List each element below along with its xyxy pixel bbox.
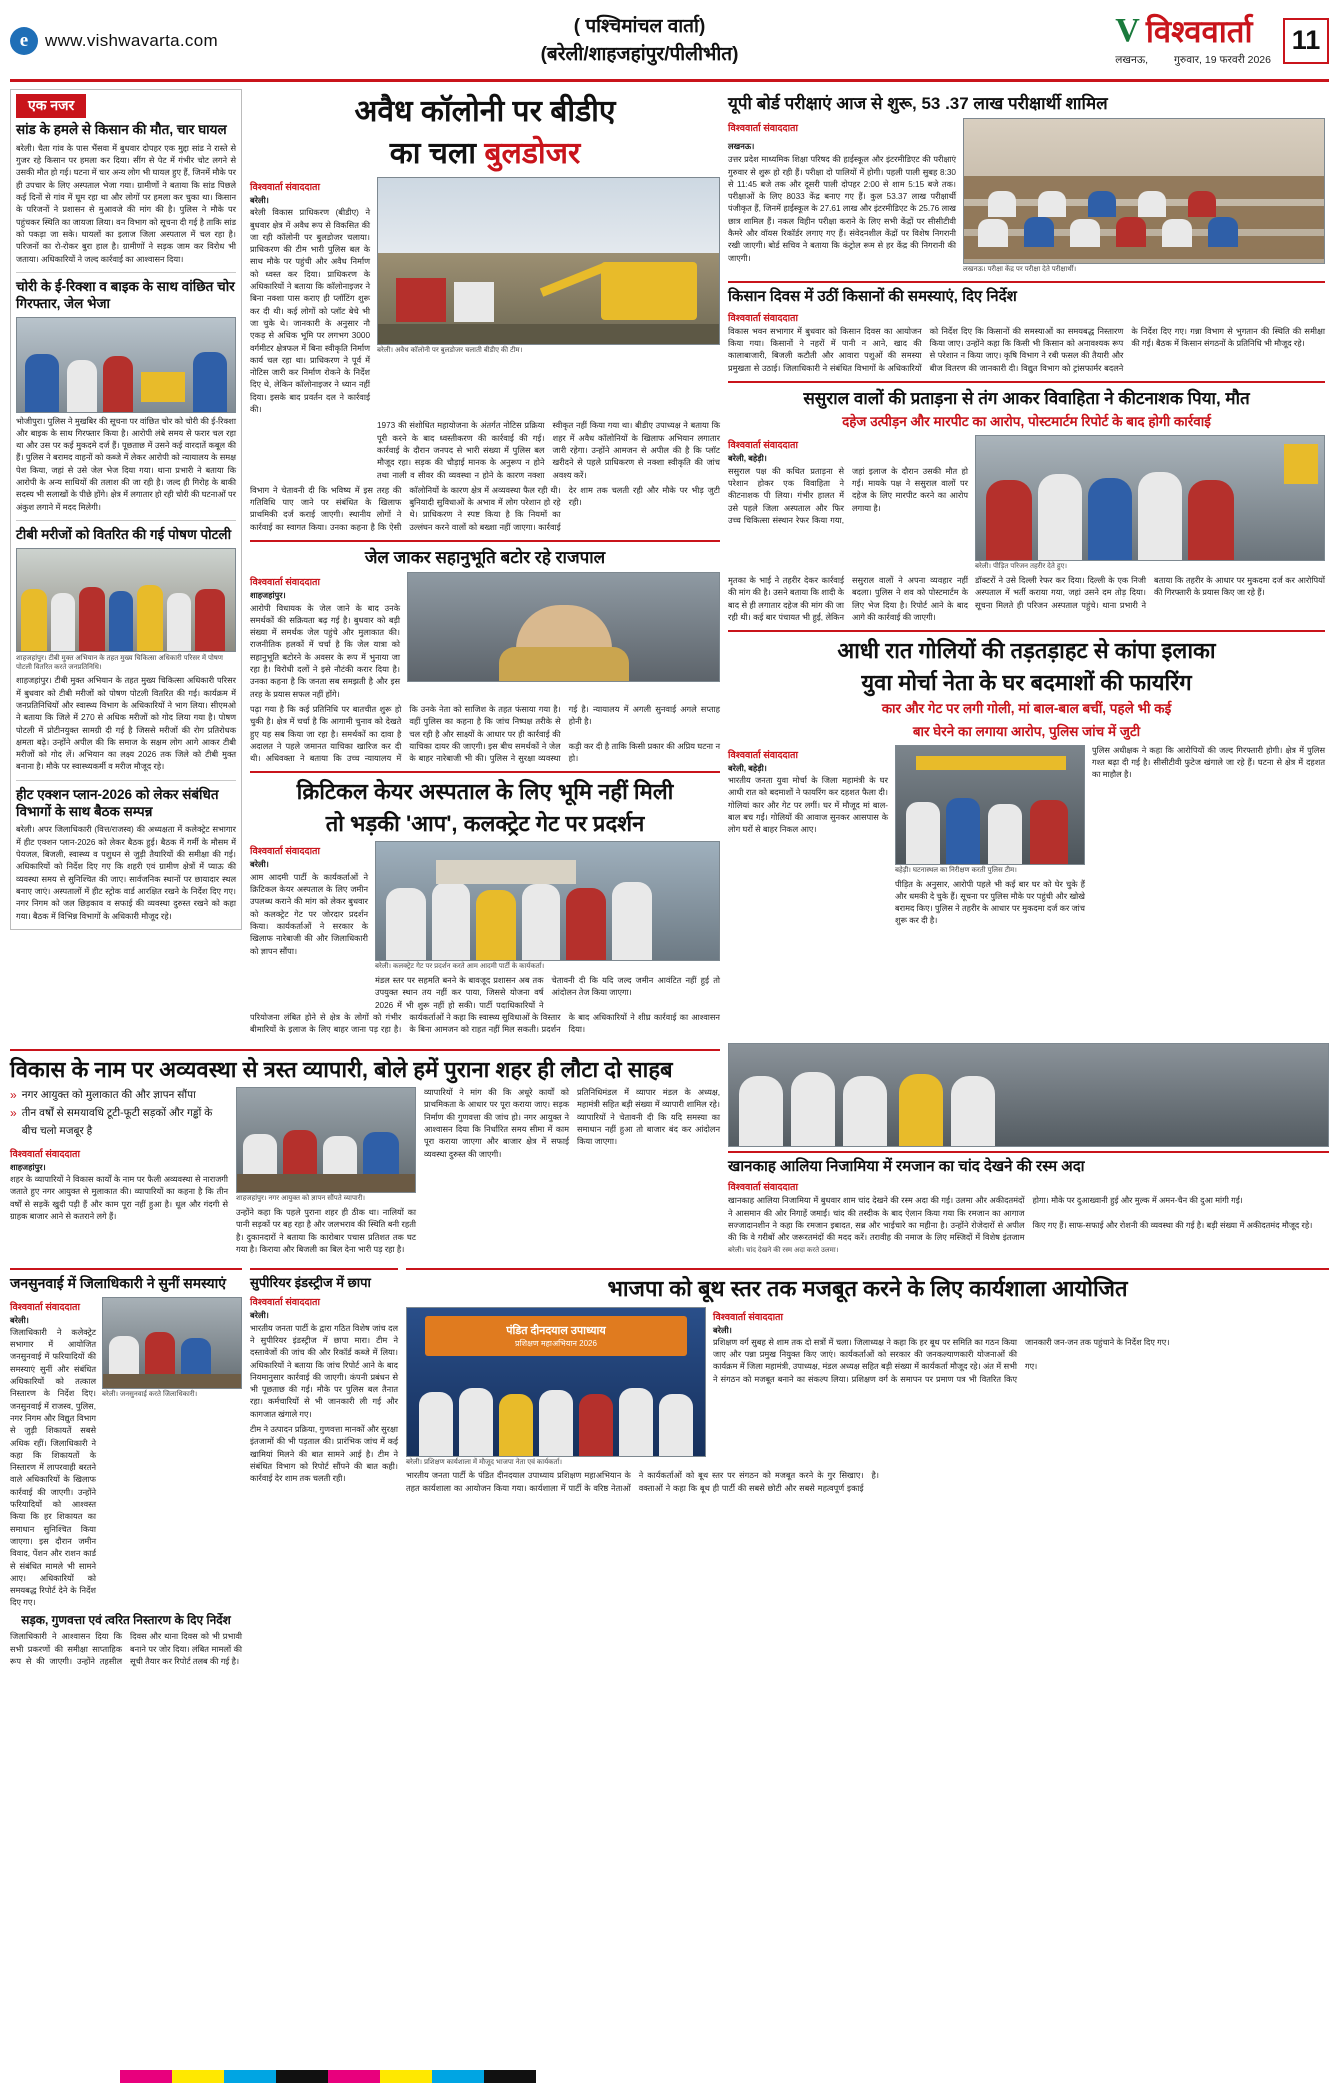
firing-byline: विश्ववार्ता संवाददाता <box>728 749 798 761</box>
rajpal-byline: विश्ववार्ता संवाददाता <box>250 577 320 589</box>
rajpal-col-1: आरोपी विधायक के जेल जाने के बाद उनके समर्थकों की सक्रियता बढ़ गई है। बुधवार को बड़ी संख्या में समर्थक जेल पहुंचे और मुलाकात की। राजनीतिक हलकों में चर्चा है कि जेल यात्रा को सहानुभूति बटोरने के अवसर के रूप में भुनाया जा रहा है। विरोधी दलों ने इसे नौटंकी करार दिया है। उनका कहना है कि जनता सब समझती है और इस तरह के प्रयास सफल नहीं होंगे। <box>250 603 400 699</box>
vyapari-photo-caption: शाहजहांपुर। नगर आयुक्त को ज्ञापन सौंपते व्यापारी। <box>236 1195 366 1203</box>
firing-subhead-l2: बार घेरने का लगाया आरोप, पुलिस जांच में जुटी <box>912 723 1141 739</box>
lead-col-3: विभाग ने चेतावनी दी कि भविष्य में इस तरह की गतिविधि पाए जाने पर संबंधित के खिलाफ प्राथमिकी दर्ज कराई जाएगी। स्थानीय लोगों ने कार्रवाई का स्वागत किया। उनका कहना है कि ऐसी कॉलोनियों के कारण क्षेत्र में अव्यवस्था फैल रही थी। बुनियादी सुविधाओं के अभाव में लोग परेशान हो रहे थे। प्राधिकरण ने स्पष्ट किया है कि नियमों का उल्लंघन करने वालों को बख्शा नहीं जाएगा। कार्रवाई देर शाम तक चलती रही और मौके पर भीड़ जुटी रही। <box>250 485 720 532</box>
bjp-dateline: बरेली। <box>713 1325 732 1335</box>
left-body-4: बरेली। अपर जिलाधिकारी (वित्त/राजस्व) की अध्यक्षता में कलेक्ट्रेट सभागार में हीट एक्शन प्लान-2026 को लेकर बैठक हुई। बैठक में गर्मी के मौसम में पेयजल, बिजली, स्वास्थ्य व पशुधन से जुड़ी तैयारियों की समीक्षा की गई। अधिकारियों को निर्देश दिए गए कि शहरी एवं ग्रामीण क्षेत्रों में प्याऊ की व्यवस्था समय से सुनिश्चित की जाए। सार्वजनिक स्थानों पर छायादार स्थल बनाए जाएं। अस्पतालों में हीट स्ट्रोक वार्ड आरक्षित रखने के निर्देश दिए गए। नगर निगम को जल छिड़काव व सफाई की व्यवस्था दुरुस्त रखने को कहा गया। बैठक में विभिन्न विभागों के अधिकारी मौजूद रहे। <box>16 825 236 921</box>
jansunwai-byline: विश्ववार्ता संवाददाता <box>10 1301 80 1313</box>
rajpal-headline: जेल जाकर सहानुभूति बटोर रहे राजपाल <box>364 548 606 568</box>
kisan-byline: विश्ववार्ता संवाददाता <box>728 312 798 324</box>
lead-photo <box>377 177 720 345</box>
firing-photo <box>895 745 1085 865</box>
lower-section-1 <box>10 1043 1329 1256</box>
left-headline-3: टीबी मरीजों को वितरित की गई पोषण पोटली <box>16 526 232 542</box>
story-kisan <box>728 288 1325 375</box>
masthead <box>10 8 1329 82</box>
page-content <box>10 89 1329 1037</box>
lead-col-1b <box>250 420 370 481</box>
vyapari-col-3: व्यापारियों ने मांग की कि अधूरे कार्यों को प्राथमिकता के आधार पर पूरा कराया जाए। सड़क निर्माण की गुणवत्ता की जांच हो। नगर आयुक्त ने आश्वासन दिया कि निर्धारित समय सीमा में काम पूरा कराया जाएगा और बाजार क्षेत्र में सफाई व्यवस्था दुरुस्त की जाएगी। <box>424 1088 569 1159</box>
sasural-headline: ससुराल वालों की प्रताड़ना से तंग आकर विवाहिता ने कीटनाशक पिया, मौत <box>803 388 1250 408</box>
right-column <box>728 89 1325 1037</box>
firing-dateline: बरेली, बहेड़ी। <box>728 763 767 773</box>
jansunwai-col-2: जिलाधिकारी ने आश्वासन दिया कि सभी प्रकरणों की समीक्षा साप्ताहिक रूप से की जाएगी। उन्होंने तहसील दिवस और थाना दिवस को भी प्रभावी बनाने पर जोर दिया। लंबित मामलों की सूची तैयार कर रिपोर्ट तलब की गई है। <box>10 1632 242 1666</box>
left-headline-1: सांड के हमले से किसान की मौत, चार घायल <box>16 122 227 137</box>
left-body-1: बरेली। चैता गांव के पास भैंसवा में बुधवार दोपहर एक मुद्दा सांड ने रास्ते से गुजर रहे किसान पर हमला कर दिया। सींग से पेट में गंभीर चोट लगने से उसकी मौत हो गई। घटना में चार अन्य लोग भी घायल हुए हैं, जिनमें मौके पर ही उपचार के लिए अस्पताल भेजा गया। ग्रामीणों ने बताया कि सांड पिछले कई दिनों से गांव में घूम रहा था और लोगों पर हमला कर चुका था। किसान के परिजनों ने प्रशासन से मुआवजे की मांग की है। पुलिस ने मौके पर पहुंचकर स्थिति का जायजा लिया। वन विभाग को सूचना दी गई है ताकि सांड को पकड़ा जा सके। घायलों का इलाज जिला अस्पताल में चल रहा है। परिजनों का रो-रोकर बुरा हाल है। ग्रामीणों ने सड़क जाम कर विरोध भी जताया। अधिकारियों ने जल्द कार्रवाई का आश्वासन दिया। <box>16 143 236 264</box>
lead-headline-part-a: का चला <box>389 136 485 170</box>
color-calibration-bar <box>0 2065 1339 2087</box>
bjp-headline: भाजपा को बूथ स्तर तक मजबूत करने के लिए कार्यशाला आयोजित <box>607 1276 1128 1302</box>
hospital-photo-caption: बरेली। कलक्ट्रेट गेट पर प्रदर्शन करते आम आदमी पार्टी के कार्यकर्ता। <box>375 963 545 971</box>
vyapari-col-4: प्रतिनिधिमंडल में व्यापार मंडल के अध्यक्ष, महामंत्री सहित बड़ी संख्या में व्यापारी शामिल रहे। व्यापारियों ने चेतावनी दी कि यदि समस्या का समाधान नहीं हुआ तो बाजार बंद कर आंदोलन किया जाएगा। <box>577 1088 720 1147</box>
story-upboard <box>728 93 1325 275</box>
superior-byline: विश्ववार्ता संवाददाता <box>250 1297 320 1309</box>
vyapari-byline: विश्ववार्ता संवाददाता <box>10 1148 80 1160</box>
vyapari-headline: विकास के नाम पर अव्यवस्था से त्रस्त व्यापारी, बोले हमें पुराना शहर ही लौटा दो साहब <box>10 1056 673 1082</box>
jansunwai-dateline: बरेली। <box>10 1315 29 1325</box>
left-photo-3-caption: शाहजहांपुर। टीबी मुक्त अभियान के तहत मुख्य चिकित्सा अधिकारी परिसर में पोषण पोटली वितरित करते जनप्रतिनिधि। <box>16 654 223 671</box>
firing-subhead-l1: कार और गेट पर लगी गोली, मां बाल-बाल बचीं, पहले भी कई <box>881 701 1172 717</box>
brand-place: लखनऊ, <box>1115 54 1148 66</box>
superior-headline: सुपीरियर इंडस्ट्रीज में छापा <box>250 1275 371 1291</box>
vyapari-bullets <box>10 1087 228 1141</box>
hospital-col-2: मंडल स्तर पर सहमति बनने के बावजूद प्रशासन अब तक उपयुक्त स्थान तय नहीं कर पाया, जिससे योजना वर्ष 2026 में भी शुरू नहीं हो सकी। पार्टी पदाधिकारियों ने चेतावनी दी कि यदि जल्द जमीन आवंटित नहीं हुई तो आंदोलन तेज किया जाएगा। <box>375 976 720 1010</box>
color-swatches <box>120 2070 536 2083</box>
lead-headline-line1: अवैध कॉलोनी पर बीडीए <box>354 95 616 128</box>
firing-col-2: पीड़ित के अनुसार, आरोपी पहले भी कई बार घर को घेर चुके हैं और धमकी दे चुके हैं। सूचना पर पुलिस मौके पर पहुंची और खोखे बरामद किए। पुलिस ने तहरीर के आधार पर मुकदमा दर्ज कर जांच शुरू कर दी है। <box>895 879 1085 926</box>
middle-column <box>250 89 720 1037</box>
story-vyapari <box>10 1043 720 1256</box>
hospital-headline-l1: क्रिटिकल केयर अस्पताल के लिए भूमि नहीं मिली <box>296 779 674 805</box>
lower-section-2 <box>10 1262 1329 1668</box>
edition-line-2: (बरेली/शाहजहांपुर/पीलीभीत) <box>540 43 739 65</box>
vyapari-bullet-1: नगर आयुक्त को मुलाकात की और ज्ञापन सौंपा <box>21 1089 196 1102</box>
lead-dateline: बरेली। <box>250 196 269 205</box>
page-number: 11 <box>1283 18 1329 64</box>
khanqah-photo-caption: बरेली। चांद देखने की रस्म अदा करते उलमा। <box>728 1246 839 1254</box>
sasural-photo <box>975 435 1325 561</box>
vyapari-col-2: उन्होंने कहा कि पहले पुराना शहर ही ठीक था। नालियों का पानी सड़कों पर बह रहा है और जलभराव की स्थिति बनी रहती है। दुकानदारों ने बताया कि कारोबार पचास प्रतिशत तक घट गया है। किराया और बिजली का बिल देना भारी पड़ रहा है। <box>236 1207 416 1254</box>
left-headline-4: हीट एक्शन प्लान-2026 को लेकर संबंधित विभागों के साथ बैठक सम्पन्न <box>16 786 219 819</box>
firing-col-1: भारतीय जनता युवा मोर्चा के जिला महामंत्री के घर आधी रात को बदमाशों ने फायरिंग कर दहशत फैला दी। गोलियां कार और गेट पर लगीं। घर में मौजूद मां बाल-बाल बच गईं। गोलियों की आवाज सुनकर आसपास के लोग घरों से बाहर निकल आए। <box>728 776 888 835</box>
masthead-right <box>969 14 1329 67</box>
ek-nazar-tag: एक नजर <box>16 94 86 118</box>
khanqah-headline: खानकाह आलिया निजामिया में रमजान का चांद देखने की रस्म अदा <box>728 1157 1085 1175</box>
hospital-byline: विश्ववार्ता संवाददाता <box>250 846 320 858</box>
kisan-body: विकास भवन सभागार में बुधवार को किसान दिवस का आयोजन किया गया। किसानों ने नहरों में पानी न आने, खाद की कालाबाजारी, बिजली कटौती और आवारा पशुओं की समस्या प्रमुखता से उठाई। जिलाधिकारी ने संबंधित विभागों के अधिकारियों को निर्देश दिए कि किसानों की समस्याओं का समयबद्ध निस्तारण किया जाए। उन्होंने कहा कि किसी भी किसान को अनावश्यक रूप से परेशान न किया जाए। कृषि विभाग ने रबी फसल की तैयारी और बीज वितरण की जानकारी दी। विद्युत विभाग को ट्रांसफार्मर बदलने के निर्देश दिए गए। गन्ना विभाग से भुगतान की स्थिति की समीक्षा की गई। बैठक में किसान संगठनों के प्रतिनिधि भी मौजूद रहे। <box>728 326 1325 373</box>
firing-headline-l1: आधी रात गोलियों की तड़तड़ाहट से कांपा इलाका <box>837 638 1216 664</box>
website-url[interactable]: www.vishwavarta.com <box>45 30 218 50</box>
superior-col-1: भारतीय जनता पार्टी के द्वारा गठित विशेष जांच दल ने सुपीरियर इंडस्ट्रीज में छापा मारा। टीम ने दस्तावेजों की जांच की और रिकॉर्ड कब्जे में लिया। अधिकारियों ने बताया कि जांच रिपोर्ट आने के बाद नियमानुसार कार्रवाई की जाएगी। कंपनी प्रबंधन से भी पूछताछ की गई। मौके पर पुलिस बल तैनात रहा। कर्मचारियों से भी जानकारी ली गई और कागजात खंगाले गए। <box>250 1323 398 1419</box>
upboard-photo <box>963 118 1325 264</box>
color-swatch <box>380 2070 432 2083</box>
sasural-byline: विश्ववार्ता संवाददाता <box>728 440 798 452</box>
story-hospital <box>250 778 720 1036</box>
hospital-col-1b <box>250 975 368 1012</box>
brand-block <box>1115 14 1271 67</box>
sasural-dateline: बरेली, बहेड़ी। <box>728 454 767 464</box>
color-swatch <box>276 2070 328 2083</box>
color-swatch <box>484 2070 536 2083</box>
khanqah-col-1: खानकाह आलिया निजामिया में बुधवार शाम चांद देखने की रस्म अदा की गई। उलमा और अकीदतमंदों ने आसमान की ओर निगाहें जमाईं। चांद की तस्दीक के बाद ऐलान किया गया कि रमजान का आगाज होगा। मौके पर दुआख्वानी हुई और मुल्क में अमन-चैन की दुआ मांगी गई। <box>728 1196 1243 1218</box>
rajpal-dateline: शाहजहांपुर। <box>250 591 286 601</box>
superior-dateline: बरेली। <box>250 1311 269 1321</box>
firing-photo-caption: बहेड़ी। घटनास्थल का निरीक्षण करती पुलिस टीम। <box>895 866 1017 874</box>
lead-headline-line2 <box>250 135 720 173</box>
vyapari-col-1: शहर के व्यापारियों ने विकास कार्यों के नाम पर फैली अव्यवस्था से नाराजगी जताते हुए नगर आयुक्त से मुलाकात की। व्यापारियों का कहना है कि तीन वर्षों से सड़कें खुदी पड़ी हैं और काम पूरा नहीं हुआ है। धूल और गंदगी से ग्राहक बाजार आने से कतराने लगे हैं। <box>10 1174 228 1221</box>
upboard-dateline: लखनऊ। <box>728 142 755 152</box>
rajpal-col-2: पढ़ा गया है कि कई प्रतिनिधि पर बातचीत शुरू हो चुकी है। क्षेत्र में चर्चा है कि आगामी चुनाव को देखते हुए यह सब किया जा रहा है। समर्थकों का दावा है कि उनके नेता को साजिश के तहत फंसाया गया है। वहीं पुलिस का कहना है कि जांच निष्पक्ष तरीके से चल रही है और साक्ष्यों के आधार पर ही कार्रवाई की गई है। न्यायालय में अगली सुनवाई अगले सप्ताह होनी है। <box>250 704 720 739</box>
bjp-col-3: कार्यक्रम में जिला महामंत्री, उपाध्यक्ष, मंडल अध्यक्ष सहित बड़ी संख्या में कार्यकर्ता मौजूद रहे। अंत में सभी ने संगठन को मजबूत बनाने का संकल्प लिया। प्रशिक्षण वर्ग के समापन पर प्रमाण पत्र भी वितरित किए गए। <box>713 1362 1038 1384</box>
sasural-col-2: मृतका के भाई ने तहरीर देकर कार्रवाई की मांग की है। उसने बताया कि शादी के बाद से ही लगातार दहेज की मांग की जा रही थी। कई बार पंचायत भी हुई, लेकिन ससुराल वालों ने अपना व्यवहार नहीं बदला। पुलिस ने शव को पोस्टमार्टम के लिए भेज दिया है। रिपोर्ट आने के बाद आगे की कार्रवाई की जाएगी। <box>728 576 968 623</box>
left-photo-2 <box>16 317 236 413</box>
upboard-photo-caption: लखनऊ। परीक्षा केंद्र पर परीक्षा देते परीक्षार्थी। <box>963 266 1077 274</box>
sasural-photo-caption: बरेली। पीड़ित परिजन तहरीर देते हुए। <box>975 563 1068 571</box>
khanqah-byline: विश्ववार्ता संवाददाता <box>728 1182 798 1194</box>
ek-nazar-box <box>10 89 242 930</box>
khanqah-col-2: सज्जादानशीन ने कहा कि रमजान इबादत, सब्र और भाईचारे का महीना है। उन्होंने रोजेदारों से अपील की कि वे गरीबों और जरूरतमंदों की मदद करें। तरावीह की नमाज के लिए मस्जिदों में विशेष इंतजाम किए गए हैं। साफ-सफाई और रोशनी की व्यवस्था की गई है। बड़ी संख्या में अकीदतमंद मौजूद रहे। <box>728 1221 1313 1243</box>
lead-headline-part-b: बुलडोजर <box>484 136 581 170</box>
color-swatch <box>224 2070 276 2083</box>
hospital-col-3: परियोजना लंबित होने से क्षेत्र के लोगों को गंभीर बीमारियों के इलाज के लिए बाहर जाना पड़ रहा है। कार्यकर्ताओं ने कहा कि स्वास्थ्य सुविधाओं के विस्तार के बिना आमजन को राहत नहीं मिल सकती। प्रदर्शन के बाद अधिकारियों ने शीघ्र कार्रवाई का आश्वासन दिया। <box>250 1013 720 1035</box>
story-rajpal <box>250 547 720 765</box>
bjp-photo <box>406 1307 706 1457</box>
story-superior <box>250 1262 398 1668</box>
left-headline-2: चोरी के ई-रिक्शा व बाइक के साथ वांछित चोर गिरफ्तार, जेल भेजा <box>16 278 235 311</box>
upboard-byline: विश्ववार्ता संवाददाता <box>728 123 798 135</box>
firing-headline-l2: युवा मोर्चा नेता के घर बदमाशों की फायरिंग <box>861 669 1192 695</box>
vyapari-bullet-2: तीन वर्षों से समयावधि टूटी-फूटी सड़कों और गड्ढों के बीच चलो मजबूर है <box>21 1107 213 1137</box>
hospital-headline-l2: तो भड़की 'आप', कलक्ट्रेट गेट पर प्रदर्शन <box>325 810 645 836</box>
lead-photo-caption: बरेली। अवैध कॉलोनी पर बुलडोजर चलाती बीडीए की टीम। <box>377 347 523 354</box>
upboard-body: उत्तर प्रदेश माध्यमिक शिक्षा परिषद की हाईस्कूल और इंटरमीडिएट की परीक्षाएं गुरुवार से शुरू हो रही हैं। परीक्षा दो पालियों में होगी। पहली पाली सुबह 8:30 से 11:45 बजे तक और दूसरी पाली दोपहर 2:00 से शाम 5:15 बजे तक। परीक्षाओं के लिए 8033 केंद्र बनाए गए हैं। कुल 53.37 लाख परीक्षार्थी पंजीकृत हैं, जिनमें हाईस्कूल के 27.61 लाख और इंटरमीडिएट के 25.76 लाख छात्र शामिल हैं। नकल विहीन परीक्षा कराने के लिए सभी केंद्रों पर सीसीटीवी कैमरे और वॉयस रिकॉर्डर लगाए गए हैं। संवेदनशील केंद्रों पर विशेष निगरानी रखी जाएगी। बोर्ड सचिव ने बताया कि कंट्रोल रूम से हर केंद्र की निगरानी की जाएगी। <box>728 155 956 263</box>
lead-col-2: 1973 की संशोधित महायोजना के अंतर्गत नोटिस प्रक्रिया पूरी करने के बाद ध्वस्तीकरण की कार्रवाई की गई। कार्रवाई के दौरान जनपद से भारी संख्या में पुलिस बल मौजूद रहा। सड़क की चौड़ाई मानक के अनुरूप न होने तथा नाली व सीवर की व्यवस्था न होने के कारण नक्शा स्वीकृत नहीं किया गया था। बीडीए उपाध्यक्ष ने बताया कि शहर में अवैध कॉलोनियों के खिलाफ अभियान लगातार जारी रहेगा। उन्होंने आमजन से अपील की है कि प्लॉट खरीदने से पहले प्राधिकरण से नक्शा स्वीकृति की जांच अवश्य करें। <box>377 421 720 480</box>
bjp-col-2: प्रशिक्षण वर्ग सुबह से शाम तक दो सत्रों में चला। जिलाध्यक्ष ने कहा कि हर बूथ पर समिति का गठन किया जाए और पन्ना प्रमुख नियुक्त किए जाएं। कार्यकर्ताओं को सरकार की जनकल्याणकारी योजनाओं की जानकारी जन-जन तक पहुंचाने के निर्देश दिए गए। <box>713 1337 1170 1360</box>
story-bjp <box>406 1262 1329 1668</box>
jansunwai-photo <box>102 1297 242 1389</box>
color-swatch <box>432 2070 484 2083</box>
masthead-left <box>10 27 310 55</box>
story-firing <box>728 637 1325 927</box>
bjp-banner-title: पंडित दीनदयाल उपाध्याय <box>506 1324 606 1337</box>
story-sasural <box>728 388 1325 624</box>
jansunwai-subheadline: सड़क, गुणवत्ता एवं त्वरित निस्तारण के दिए निर्देश <box>21 1612 231 1627</box>
superior-col-2: टीम ने उत्पादन प्रक्रिया, गुणवत्ता मानकों और सुरक्षा इंतजामों की भी पड़ताल की। प्रारंभिक जांच में कई खामियां मिलने की बात सामने आई है। टीम ने संबंधित विभाग को रिपोर्ट सौंपने की बात कही। कार्रवाई देर शाम तक चलती रही। <box>250 1425 398 1484</box>
lead-story <box>250 93 720 534</box>
kisan-headline: किसान दिवस में उठीं किसानों की समस्याएं, दिए निर्देश <box>728 288 1017 305</box>
left-body-3: शाहजहांपुर। टीबी मुक्त अभियान के तहत मुख्य चिकित्सा अधिकारी परिसर में बुधवार को टीबी मरीजों को पोषण पोटली वितरित की गई। कार्यक्रम में जनप्रतिनिधियों और स्वास्थ्य विभाग के अधिकारियों ने भाग लिया। सीएमओ ने बताया कि जिले में 270 से अधिक मरीजों को गोद लिया गया है। पोषण पोटली में प्रोटीनयुक्त सामग्री दी गई है जिससे मरीजों की रोग प्रतिरोधक क्षमता बढ़े। उन्होंने अपील की कि समाज के सक्षम लोग आगे आकर टीबी मरीजों को गोद लें। अभियान का लक्ष्य 2026 तक जिले को टीबी मुक्त बनाना है। मौके पर स्वास्थ्यकर्मी व मरीज मौजूद रहे। <box>16 676 236 772</box>
bjp-col-1: भारतीय जनता पार्टी के पंडित दीनदयाल उपाध्याय प्रशिक्षण महाअभियान के तहत कार्यशाला का आयोजन किया गया। कार्यशाला में पार्टी के वरिष्ठ नेताओं ने कार्यकर्ताओं को बूथ स्तर पर संगठन को मजबूत करने के गुर सिखाए। वक्ताओं ने कहा कि बूथ ही पार्टी की सबसे छोटी और सबसे महत्वपूर्ण इकाई है। <box>406 1471 879 1493</box>
globe-icon: e <box>10 27 38 55</box>
khanqah-photo <box>728 1043 1329 1147</box>
upboard-headline: यूपी बोर्ड परीक्षाएं आज से शुरू, 53 .37 लाख परीक्षार्थी शामिल <box>728 94 1108 113</box>
jansunwai-photo-caption: बरेली। जनसुनवाई करते जिलाधिकारी। <box>102 1390 198 1398</box>
hospital-dateline: बरेली। <box>250 860 269 870</box>
v-logo-icon: V <box>1115 12 1140 49</box>
sasural-col-3: डॉक्टरों ने उसे दिल्ली रेफर कर दिया। दिल्ली के एक निजी अस्पताल में भर्ती कराया गया, जहां उसने दम तोड़ दिया। सूचना मिलते ही परिजन अस्पताल पहुंचे। थाना प्रभारी ने बताया कि तहरीर के आधार पर मुकदमा दर्ज कर आरोपियों की गिरफ्तारी के प्रयास किए जा रहे हैं। <box>975 576 1325 610</box>
firing-col-3: पुलिस अधीक्षक ने कहा कि आरोपियों की जल्द गिरफ्तारी होगी। क्षेत्र में पुलिस गश्त बढ़ा दी गई है। सीसीटीवी फुटेज खंगाले जा रहे हैं। घटना से क्षेत्र में दहशत का माहौल है। <box>1092 745 1325 780</box>
edition-line-1: ( पश्चिमांचल वार्ता) <box>573 15 706 37</box>
bullet-arrow-icon: » <box>10 1106 17 1120</box>
jansunwai-col-1: जिलाधिकारी ने कलेक्ट्रेट सभागार में आयोजित जनसुनवाई में फरियादियों की समस्याएं सुनीं और संबंधित अधिकारियों को तत्काल निस्तारण के निर्देश दिए। जनसुनवाई में राजस्व, पुलिस, नगर निगम और विद्युत विभाग से जुड़ी शिकायतें सबसे अधिक रहीं। जिलाधिकारी ने कहा कि शिकायतों के निस्तारण में लापरवाही बरतने वाले अधिकारियों के खिलाफ कार्रवाई की जाएगी। उन्होंने फरियादियों को आश्वस्त किया कि हर शिकायत का समाधान सुनिश्चित किया जाएगा। इस दौरान जमीन विवाद, पेंशन और राशन कार्ड से संबंधित मामले भी सामने आए। अधिकारियों को समयबद्ध रिपोर्ट देने के निर्देश दिए गए। <box>10 1327 96 1608</box>
left-body-2: भोजीपुरा। पुलिस ने मुखबिर की सूचना पर वांछित चोर को चोरी की ई-रिक्शा और बाइक के साथ गिरफ्तार किया है। आरोपी लंबे समय से फरार चल रहा था और उस पर कई मुकदमे दर्ज हैं। पूछताछ में उसने कई वारदातें कबूल की हैं। पुलिस ने बरामद वाहनों को कब्जे में लेकर आरोपी को न्यायालय के समक्ष पेश किया, जहां से उसे जेल भेज दिया गया। थाना प्रभारी ने बताया कि आरोपी के अन्य साथियों की तलाश की जा रही है। जल्द ही गिरोह के बाकी सदस्य भी सलाखों के पीछे होंगे। क्षेत्र में लगातार हो रही चोरी की घटनाओं पर अंकुश लगाने में मदद मिलेगी। <box>16 416 236 512</box>
story-khanqah <box>728 1043 1329 1256</box>
bjp-photo-caption: बरेली। प्रशिक्षण कार्यशाला में मौजूद भाजपा नेता एवं कार्यकर्ता। <box>406 1458 562 1466</box>
left-column <box>10 89 242 1037</box>
left-photo-3 <box>16 548 236 652</box>
brand-title: विश्ववार्ता <box>1145 13 1253 49</box>
story-jansunwai <box>10 1262 242 1668</box>
bjp-banner-sub: प्रशिक्षण महाअभियान 2026 <box>515 1338 597 1348</box>
sasural-col-1: ससुराल पक्ष की कथित प्रताड़ना से परेशान होकर एक विवाहिता ने कीटनाशक पी लिया। गंभीर हालत में उसे पहले जिला अस्पताल और फिर उच्च चिकित्सा संस्थान रेफर किया गया, जहां इलाज के दौरान उसकी मौत हो गई। मायके पक्ष ने ससुराल वालों पर दहेज के लिए मारपीट करने का आरोप लगाया है। <box>728 466 968 525</box>
hospital-col-1: आम आदमी पार्टी के कार्यकर्ताओं ने क्रिटिकल केयर अस्पताल के लिए जमीन उपलब्ध कराने की मांग को लेकर बुधवार को कलक्ट्रेट गेट पर जोरदार प्रदर्शन किया। कार्यकर्ताओं ने सरकार के खिलाफ नारेबाजी की और जिलाधिकारी को ज्ञापन सौंपा। <box>250 872 368 956</box>
lead-col-1: बरेली विकास प्राधिकरण (बीडीए) ने बुधवार क्षेत्र में अवैध रूप से विकसित की जा रही कॉलोनी पर बुलडोजर चलाया। प्राधिकरण की टीम भारी पुलिस बल के साथ मौके पर पहुंची और अवैध निर्माण को ध्वस्त कर दिया। प्राधिकरण के अधिकारियों ने बताया कि कॉलोनाइजर ने बिना नक्शा पास कराए ही प्लॉटिंग शुरू कर दी थी। कई लोगों को प्लॉट बेचे भी जा चुके थे। जानकारी के अनुसार नौ एकड़ से अधिक भूमि पर लगभग 3000 वर्गमीटर क्षेत्रफल में बिना स्वीकृति निर्माण कार्य चल रहा था। प्राधिकरण ने पूर्व में नोटिस जारी कर निर्माण रोकने के निर्देश दिए थे, लेकिन कॉलोनाइजर ने ध्यान नहीं दिया। इसके बाद प्रवर्तन दल ने कार्रवाई की। <box>250 208 370 415</box>
sasural-subhead: दहेज उत्पीड़न और मारपीट का आरोप, पोस्टमार्टम रिपोर्ट के बाद होगी कार्रवाई <box>842 414 1211 430</box>
vyapari-photo <box>236 1087 416 1193</box>
edition-label <box>310 13 969 68</box>
bullet-arrow-icon: » <box>10 1088 17 1103</box>
rajpal-col-3: अदालत ने पहले जमानत याचिका खारिज कर दी थी। अधिवक्ता ने बताया कि उच्च न्यायालय में याचिका दायर की जाएगी। इस बीच समर्थकों ने जेल के बाहर नारेबाजी भी की। पुलिस ने सुरक्षा व्यवस्था कड़ी कर दी है ताकि किसी प्रकार की अप्रिय घटना न हो। <box>250 741 720 764</box>
color-swatch <box>172 2070 224 2083</box>
vyapari-dateline: शाहजहांपुर। <box>10 1162 46 1172</box>
brand-date: गुरुवार, 19 फरवरी 2026 <box>1174 54 1271 66</box>
lead-byline: विश्ववार्ता संवाददाता <box>250 182 320 193</box>
color-swatch <box>120 2070 172 2083</box>
color-swatch <box>328 2070 380 2083</box>
bjp-byline: विश्ववार्ता संवाददाता <box>713 1311 783 1323</box>
rajpal-photo <box>407 572 720 682</box>
jansunwai-headline: जनसुनवाई में जिलाधिकारी ने सुनीं समस्याएं <box>10 1275 226 1292</box>
hospital-photo <box>375 841 720 961</box>
